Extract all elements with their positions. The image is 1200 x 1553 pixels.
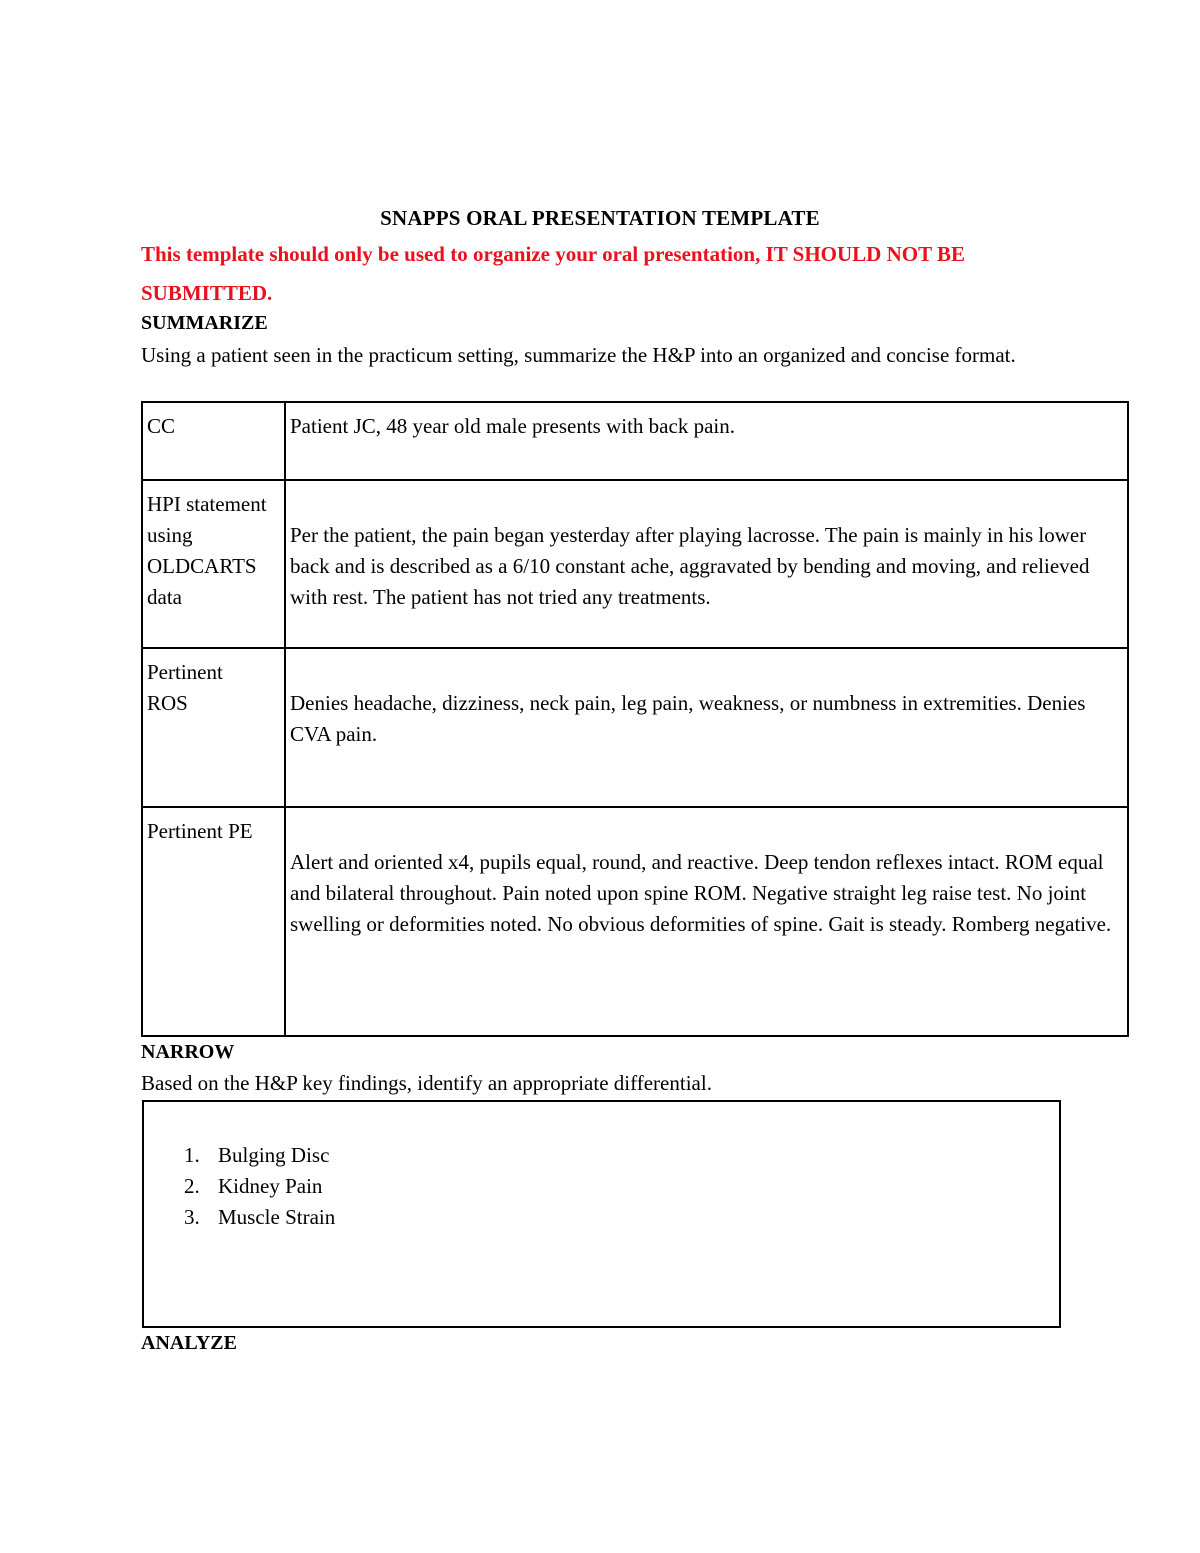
list-item-text: Bulging Disc xyxy=(218,1143,330,1167)
document-title: SNAPPS ORAL PRESENTATION TEMPLATE xyxy=(380,206,820,230)
list-item xyxy=(184,1171,335,1202)
summary-table xyxy=(141,401,1129,1037)
submission-warning: This template should only be used to organize your oral presentation, IT SHOULD NOT BE SUBMITTED. xyxy=(141,242,965,305)
table-row-hpi xyxy=(142,480,1128,648)
ros-label: Pertinent ROS xyxy=(142,648,285,807)
narrow-heading: NARROW xyxy=(141,1041,235,1063)
pe-label: Pertinent PE xyxy=(142,807,285,1036)
cc-value: Patient JC, 48 year old male presents with back pain. xyxy=(285,402,1128,480)
analyze-heading: ANALYZE xyxy=(141,1332,237,1354)
summarize-instruction: Using a patient seen in the practicum setting, summarize the H&P into an organized and concise format. xyxy=(141,343,1016,367)
cc-label: CC xyxy=(142,402,285,480)
differential-box xyxy=(142,1100,1061,1328)
list-item-text: Kidney Pain xyxy=(218,1174,323,1198)
pe-value: Alert and oriented x4, pupils equal, round, and reactive. Deep tendon reflexes intact. ROM equal and bilateral throughout. Pain noted upon spine ROM. Negative straight leg raise test. No joint swelling or deformities noted. No obvious deformities of spine. Gait is steady. Romberg negative. xyxy=(285,807,1128,1036)
list-item-number: 2. xyxy=(184,1174,200,1198)
differential-list xyxy=(184,1140,335,1233)
list-item-number: 1. xyxy=(184,1143,200,1167)
table-row-cc xyxy=(142,402,1128,480)
table-row-pe xyxy=(142,807,1128,1036)
narrow-instruction: Based on the H&P key findings, identify an appropriate differential. xyxy=(141,1071,712,1095)
list-item xyxy=(184,1140,335,1171)
table-row-ros xyxy=(142,648,1128,807)
hpi-value: Per the patient, the pain began yesterday after playing lacrosse. The pain is mainly in his lower back and is described as a 6/10 constant ache, aggravated by bending and moving, and relieved with rest. The patient has not tried any treatments. xyxy=(285,480,1128,648)
hpi-label: HPI statement using OLDCARTS data xyxy=(142,480,285,648)
list-item-text: Muscle Strain xyxy=(218,1205,336,1229)
summarize-heading: SUMMARIZE xyxy=(141,312,268,334)
ros-value: Denies headache, dizziness, neck pain, leg pain, weakness, or numbness in extremities. Denies CVA pain. xyxy=(285,648,1128,807)
list-item xyxy=(184,1202,335,1233)
list-item-number: 3. xyxy=(184,1205,200,1229)
